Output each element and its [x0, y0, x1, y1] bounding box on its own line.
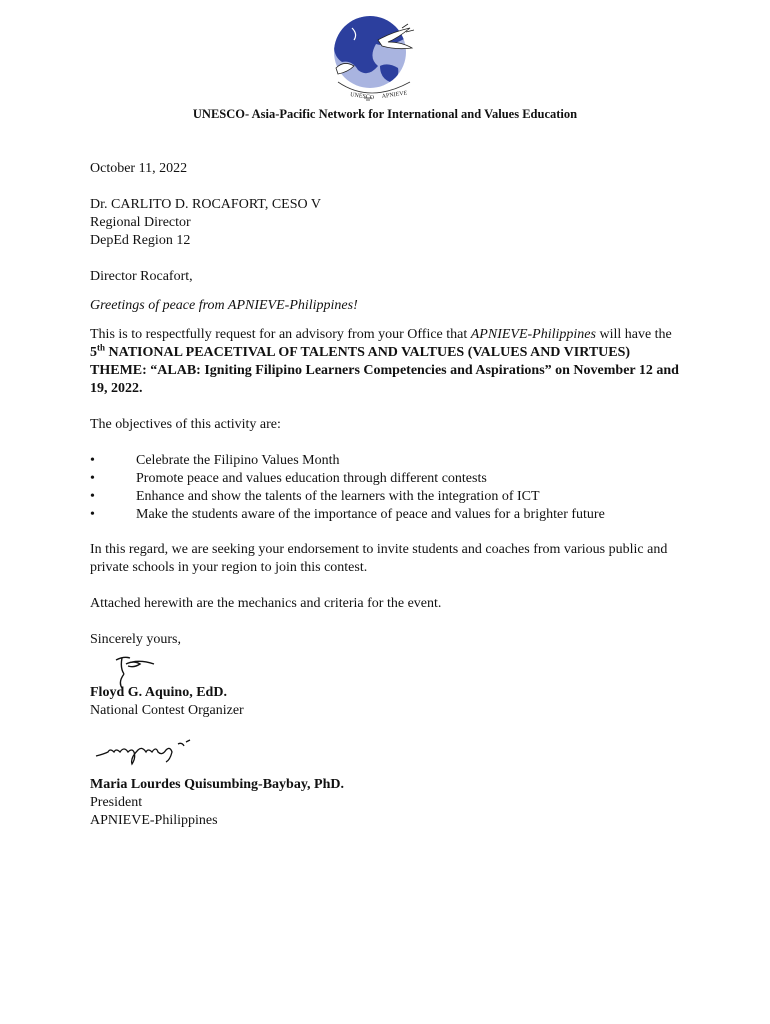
recipient-title: Regional Director [90, 215, 191, 230]
objective-text: Celebrate the Filipino Values Month [136, 453, 340, 468]
bullet-icon: • [90, 453, 95, 468]
signatory2-org: APNIEVE-Philippines [90, 813, 218, 828]
signatory2-name: Maria Lourdes Quisumbing-Baybay, PhD. [90, 777, 344, 792]
bullet-icon: • [90, 507, 95, 522]
svg-text:APNIEVE: APNIEVE [381, 90, 408, 100]
request-mid: will have the [595, 327, 672, 342]
objectives-list [0, 452, 770, 524]
endorsement-paragraph: In this regard, we are seeking your endorsement to invite students and coaches from various public and private schools in your region to join this contest. [90, 542, 668, 575]
objective-text: Enhance and show the talents of the learners with the integration of ICT [136, 489, 540, 504]
signatory1-title: National Contest Organizer [90, 703, 244, 718]
request-paragraph [90, 326, 680, 398]
request-pre: This is to respectfully request for an advisory from your Office that [90, 327, 471, 342]
list-item [0, 488, 770, 506]
bullet-icon: • [90, 489, 95, 504]
salutation: Director Rocafort, [90, 269, 193, 284]
organization-header: UNESCO- Asia-Pacific Network for International and Values Education [192, 107, 578, 121]
recipient-name: Dr. CARLITO D. ROCAFORT, CESO V [90, 197, 321, 212]
letter-date: October 11, 2022 [90, 161, 188, 176]
attachments-paragraph: Attached herewith are the mechanics and criteria for the event. [90, 596, 442, 611]
list-item [0, 470, 770, 488]
objective-text: Promote peace and values education through different contests [136, 471, 487, 486]
closing: Sincerely yours, [90, 632, 181, 647]
objectives-intro: The objectives of this activity are: [90, 417, 281, 432]
globe-dove-icon [318, 8, 426, 108]
greeting: Greetings of peace from APNIEVE-Philippines! [90, 298, 358, 313]
bullet-icon: • [90, 471, 95, 486]
list-item [0, 452, 770, 470]
signatory1-name: Floyd G. Aquino, EdD. [90, 685, 227, 700]
list-item [0, 506, 770, 524]
event-title: NATIONAL PEACETIVAL OF TALENTS AND VALTUES (VALUES AND VIRTUES) THEME: “ALAB: Igniting Filipino Learners Competencies and Aspirations” on November 12 and 19, 2022. [90, 345, 679, 396]
unesco-apnieve-logo [318, 8, 426, 108]
recipient-office: DepEd Region 12 [90, 233, 191, 248]
svg-text:UNESCO: UNESCO [349, 92, 375, 102]
signature-baybay [94, 738, 198, 770]
request-org: APNIEVE-Philippines [470, 327, 596, 342]
signatory2-title: President [90, 795, 143, 810]
objective-text: Make the students aware of the importance of peace and values for a brighter future [136, 507, 605, 522]
ordinal-suffix: th [97, 342, 106, 353]
ordinal-number: 5 [90, 345, 97, 360]
